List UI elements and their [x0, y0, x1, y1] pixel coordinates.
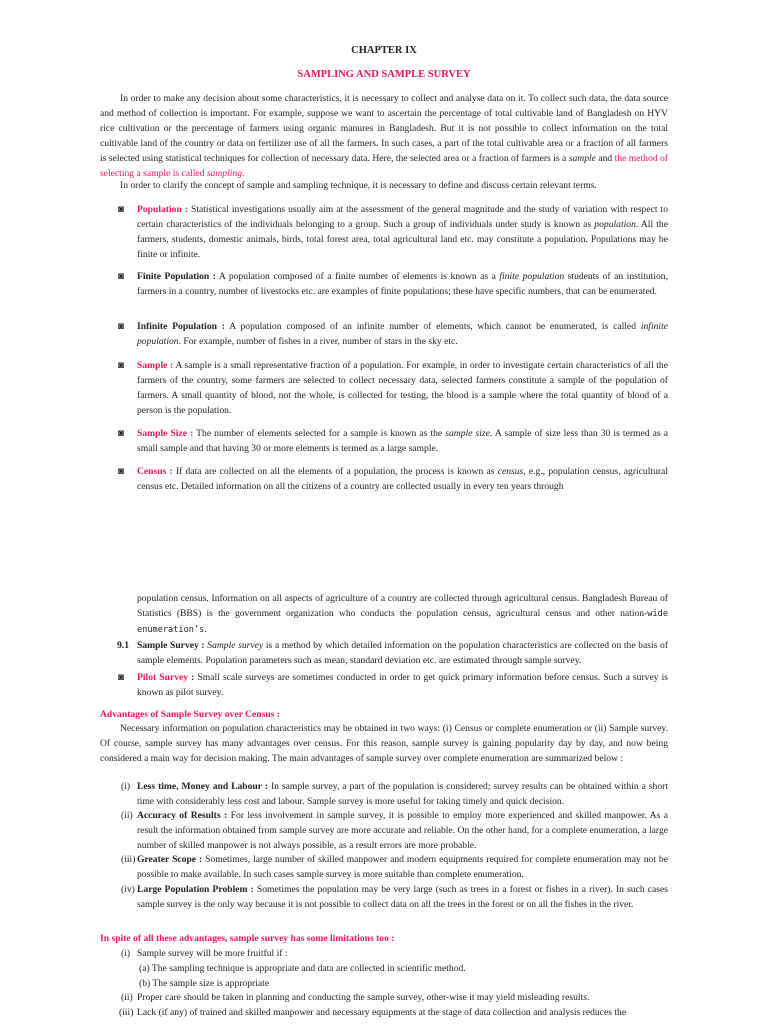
list-number: (i) [121, 948, 131, 959]
term-infinite-population: Infinite Population : A population composed of an infinite number of elements, which cannot be enumerated, is called infinite population. For example, number of fishes in a river, number of stars in the sky etc. [137, 321, 668, 347]
advantage-item: Greater Scope : Sometimes, large number of skilled manpower and modern equipments required for complete enumeration may not be possible to make available. In such cases sample survey is more suitable than complete enumeration. [137, 854, 668, 880]
limitation-subitem: (b) The sample size is appropriate [139, 978, 270, 989]
intro-paragraph: In order to make any decision about some characteristics, it is necessary to collect and analyse data on it. To collect such data, the data source and method of collection is important. For example, suppose we want to ascertain the percentage of total cultivable land of Bangladesh on HYV rice cultivation or the percentage of farmers using organic manures in Bangladesh. But it is not possible to collect information on the total cultivable land of the country or data on fertilizer use of all the farmers. In such cases, a part of the total cultivable area or a fraction of all farmers is selected using statistical techniques for collection of necessary data. Here, the selected area or a fraction of farmers is a sample and the method of selecting a sample is called sampling. [100, 93, 668, 179]
bullet-icon: ◙ [118, 672, 124, 683]
census-continuation: population census. Information on all aspects of agriculture of a country are collected through agricultural census. Bangladesh Bureau of Statistics (BBS) is the government organization who conducts the population census, agricultural census and other nation-wide enumeration’s. [137, 593, 668, 635]
advantages-heading: Advantages of Sample Survey over Census : [100, 709, 280, 720]
limitation-item: Sample survey will be more fruitful if : [137, 948, 288, 959]
bullet-icon: ◙ [118, 466, 124, 477]
list-number: (ii) [121, 992, 133, 1003]
bullet-icon: ◙ [118, 428, 124, 439]
section-number: 9.1 [117, 640, 129, 651]
term-pilot-survey: Pilot Survey : Small scale surveys are sometimes conducted in order to get quick primary information before census. Such a survey is known as pilot survey. [137, 672, 668, 698]
limitation-item: Proper care should be taken in planning and conducting the sample survey, other-wise it may yield misleading results. [137, 992, 590, 1003]
advantage-item: Less time, Money and Labour : In sample survey, a part of the population is considered; survey results can be obtained within a short time with considerably less cost and labour. Sample survey is more useful for taking timely and quick decision. [137, 781, 668, 807]
advantages-intro: Necessary information on population characteristics may be obtained in two ways: (i) Census or complete enumeration or (ii) Sample survey. Of course, sample survey has many advantages over census. For this reason, sample survey is gaining popularity day by day, and now being considered a main way for decision making. The main advantages of sample survey over complete enumeration are summarized below : [100, 723, 668, 764]
list-number: (iii) [121, 854, 136, 865]
term-sample: Sample : A sample is a small representative fraction of a population. For example, in order to investigate certain characteristics of all the farmers of the country, some farmers are selected to collect necessary data, selected farmers constitute a sample of the population of farmers. A small quantity of blood, not the whole, is collected for testing, the blood is a sample where the total quantity of blood of a person is the population. [137, 360, 668, 416]
term-finite-population: Finite Population : A population composed of a finite number of elements is known as a finite population students of an institution, farmers in a country, number of livestocks etc. are examples of finite populations; these have specific numbers, that can be enumerated. [137, 271, 668, 297]
bullet-icon: ◙ [118, 360, 124, 371]
bullet-icon: ◙ [118, 271, 124, 282]
intro-paragraph-2: In order to clarify the concept of sample and sampling technique, it is necessary to define and discuss certain relevant terms. [120, 180, 597, 191]
list-number: (ii) [121, 810, 133, 821]
list-number: (iii) [119, 1007, 134, 1018]
list-number: (iv) [121, 884, 135, 895]
term-population: Population : Statistical investigations usually aim at the assessment of the general magnitude and the study of variation with respect to certain characteristics of the individuals belonging to a group. Such a group of individuals under study is known as population. All the farmers, students, domestic animals, birds, total forest area, total agricultural land etc. may constitute a population. Populations may be finite or infinite. [137, 204, 668, 260]
chapter-heading: CHAPTER IX [351, 45, 417, 56]
term-census: Census : If data are collected on all the elements of a population, the process is known as census, e.g., population census, agricultural census etc. Detailed information on all the citizens of a country are collected usually in every ten years through [137, 466, 668, 492]
term-sample-size: Sample Size : The number of elements selected for a sample is known as the sample size. A sample of size less than 30 is termed as a small sample and that having 30 or more elements is termed as a large sample. [137, 428, 668, 454]
limitation-subitem: (a) The sampling technique is appropriate and data are collected in scientific method. [139, 963, 466, 974]
section-sample-survey: Sample Survey : Sample survey is a method by which detailed information on the population characteristics are collected on the basis of sample elements. Population parameters such as mean, standard deviation etc. are estimated through sample survey. [137, 640, 669, 666]
bullet-icon: ◙ [118, 204, 124, 215]
list-number: (i) [121, 781, 131, 792]
advantage-item: Accuracy of Results : For less involvement in sample survey, it is possible to employ more experienced and skilled manpower. As a result the information obtained from sample survey are more accurate and reliable. On the other hand, for a complete enumeration, a large number of skilled manpower is not always possible, as a result errors are more probable. [137, 810, 668, 851]
limitations-heading: In spite of all these advantages, sample survey has some limitations too : [100, 933, 395, 944]
chapter-title: SAMPLING AND SAMPLE SURVEY [297, 69, 471, 80]
limitation-item: Lack (if any) of trained and skilled manpower and necessary equipments at the stage of data collection and analysis reduces the [137, 1007, 627, 1018]
bullet-icon: ◙ [118, 321, 124, 332]
advantage-item: Large Population Problem : Sometimes the population may be very large (such as trees in a forest or fishes in a river). In such cases sample survey is the only way because it is not possible to collect data on all the trees in the forest or on all the fishes in the river. [137, 884, 668, 910]
